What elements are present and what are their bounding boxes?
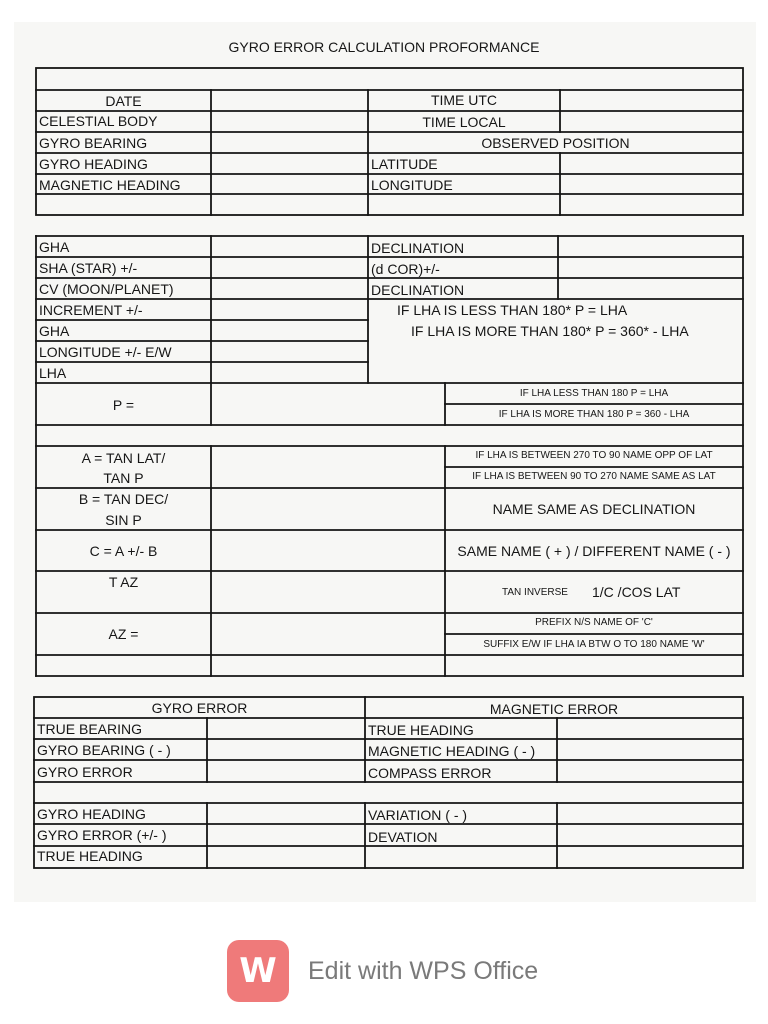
label-time-utc: TIME UTC bbox=[430, 92, 498, 108]
header-magnetic-error: MAGNETIC ERROR bbox=[489, 701, 619, 717]
wps-logo-icon: W bbox=[239, 951, 277, 991]
label-magnetic-heading: MAGNETIC HEADING bbox=[39, 177, 181, 193]
note-az-suffix: SUFFIX E/W IF LHA IA BTW O TO 180 NAME 'W' bbox=[483, 639, 705, 650]
note-p-more: IF LHA IS MORE THAN 180 P = 360 - LHA bbox=[498, 409, 690, 420]
label-longitude: LONGITUDE bbox=[371, 177, 453, 193]
label-gyro-error-pm: GYRO ERROR (+/- ) bbox=[37, 827, 167, 843]
label-c: C = A +/- B bbox=[89, 543, 158, 559]
form-title: GYRO ERROR CALCULATION PROFORMANCE bbox=[228, 39, 540, 55]
edit-with-wps-office-link[interactable]: Edit with WPS Office bbox=[308, 957, 539, 985]
note-a-opp: IF LHA IS BETWEEN 270 TO 90 NAME OPP OF LAT bbox=[475, 450, 713, 461]
label-p: P = bbox=[112, 397, 135, 413]
label-cv-moon-planet: CV (MOON/PLANET) bbox=[39, 281, 174, 297]
label-lha: LHA bbox=[39, 365, 67, 381]
label-declination-2: DECLINATION bbox=[371, 282, 465, 298]
label-gyro-error: GYRO ERROR bbox=[37, 764, 133, 780]
note-a-same: IF LHA IS BETWEEN 90 TO 270 NAME SAME AS LAT bbox=[472, 471, 716, 482]
label-taz-formula: 1/C /COS LAT bbox=[592, 584, 681, 600]
label-longitude-ew: LONGITUDE +/- E/W bbox=[39, 344, 172, 360]
label-true-heading-2: TRUE HEADING bbox=[37, 848, 143, 864]
label-true-bearing: TRUE BEARING bbox=[37, 721, 143, 737]
label-b-line2: SIN P bbox=[105, 512, 142, 528]
label-variation-minus: VARIATION ( - ) bbox=[368, 807, 468, 823]
label-tan-inverse: TAN INVERSE bbox=[502, 587, 568, 598]
label-taz: T AZ bbox=[108, 574, 139, 590]
label-gyro-heading-2: GYRO HEADING bbox=[37, 806, 146, 822]
label-a-line1: A = TAN LAT/ bbox=[81, 450, 166, 466]
label-latitude: LATITUDE bbox=[371, 156, 438, 172]
label-observed-position: OBSERVED POSITION bbox=[481, 135, 630, 151]
label-increment: INCREMENT +/- bbox=[39, 302, 143, 318]
label-gyro-heading: GYRO HEADING bbox=[39, 156, 148, 172]
label-d-cor: (d COR)+/- bbox=[371, 261, 440, 277]
note-c-name: SAME NAME ( + ) / DIFFERENT NAME ( - ) bbox=[457, 543, 731, 559]
note-lha-less-180: IF LHA IS LESS THAN 180* P = LHA bbox=[397, 302, 628, 318]
label-true-heading: TRUE HEADING bbox=[368, 722, 474, 738]
note-b-name: NAME SAME AS DECLINATION bbox=[492, 501, 696, 517]
note-lha-more-180: IF LHA IS MORE THAN 180* P = 360* - LHA bbox=[411, 323, 689, 339]
note-p-less: IF LHA LESS THAN 180 P = LHA bbox=[519, 388, 669, 399]
label-a-line2: TAN P bbox=[103, 470, 144, 486]
label-celestial-body: CELESTIAL BODY bbox=[39, 113, 158, 129]
note-az-prefix: PREFIX N/S NAME OF 'C' bbox=[535, 617, 653, 628]
label-date: DATE bbox=[105, 93, 142, 109]
label-az: AZ = bbox=[108, 626, 139, 642]
label-gha: GHA bbox=[39, 239, 70, 255]
label-magnetic-heading-minus: MAGNETIC HEADING ( - ) bbox=[368, 743, 536, 759]
wps-office-logo[interactable] bbox=[227, 940, 289, 1002]
label-gha-2: GHA bbox=[39, 323, 70, 339]
label-compass-error: COMPASS ERROR bbox=[368, 765, 492, 781]
label-declination: DECLINATION bbox=[371, 240, 465, 256]
label-devation: DEVATION bbox=[368, 829, 438, 845]
label-b-line1: B = TAN DEC/ bbox=[78, 491, 169, 507]
label-gyro-bearing: GYRO BEARING bbox=[39, 135, 148, 151]
label-time-local: TIME LOCAL bbox=[422, 114, 506, 130]
header-gyro-error: GYRO ERROR bbox=[151, 700, 248, 716]
label-gyro-bearing-minus: GYRO BEARING ( - ) bbox=[37, 742, 171, 758]
label-sha-star: SHA (STAR) +/- bbox=[39, 260, 138, 276]
